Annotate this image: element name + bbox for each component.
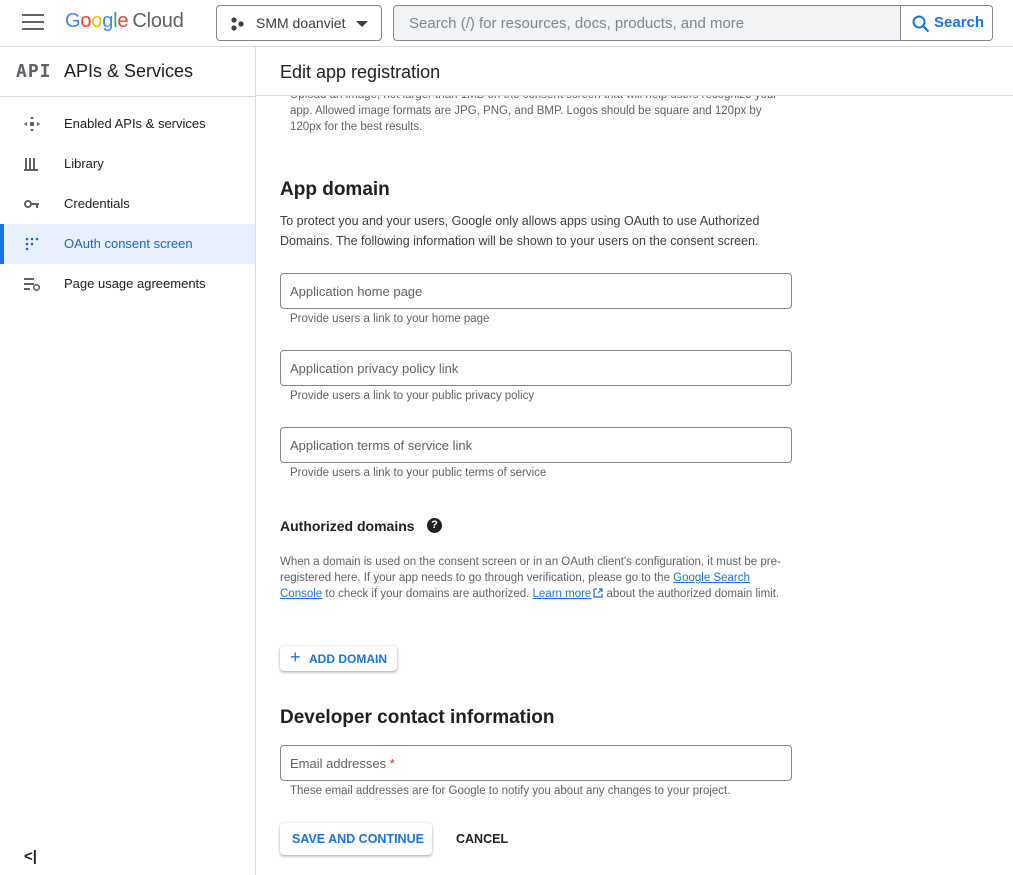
agreements-icon: [24, 276, 40, 292]
page-title: Edit app registration: [280, 62, 441, 82]
sidebar-item-label: Page usage agreements: [64, 276, 206, 291]
email-addresses-field[interactable]: [280, 745, 792, 781]
top-bar: [0, 0, 1013, 46]
add-domain-button[interactable]: [280, 646, 397, 671]
project-icon: [230, 17, 244, 31]
logo-cloud-text: Cloud: [132, 10, 184, 32]
description-text: about the authorized domain limit.: [603, 588, 780, 600]
required-mark: *: [389, 756, 395, 771]
menu-icon[interactable]: [22, 14, 44, 32]
sidebar-item-oauth-consent[interactable]: [0, 224, 255, 264]
home-page-input[interactable]: [281, 274, 791, 308]
divider: [0, 96, 255, 97]
home-page-hint: Provide users a link to your home page: [290, 313, 490, 325]
email-label-text: Email addresses: [290, 756, 387, 771]
home-page-field[interactable]: [280, 273, 792, 309]
terms-of-service-hint: Provide users a link to your public terms of service: [290, 467, 547, 479]
sidebar-item-label: Library: [64, 156, 104, 171]
privacy-policy-field[interactable]: [280, 350, 792, 386]
developer-contact-heading: Developer contact information: [280, 707, 555, 728]
cancel-label: CANCEL: [456, 832, 509, 846]
email-addresses-input[interactable]: [281, 746, 791, 780]
project-name: SMM doanviet: [256, 15, 346, 31]
save-and-continue-button[interactable]: [280, 823, 432, 855]
oauth-icon: [24, 236, 40, 252]
description-text: to check if your domains are authorized.: [322, 588, 533, 600]
enabled-apis-icon: [24, 116, 40, 132]
learn-more-link[interactable]: Learn more: [532, 588, 592, 600]
key-icon: [24, 196, 40, 212]
external-link-icon: [593, 588, 603, 598]
sidebar-item-enabled-apis[interactable]: [0, 104, 255, 144]
sidebar-item-page-usage[interactable]: [0, 264, 255, 304]
search-icon: [912, 15, 930, 33]
terms-of-service-field[interactable]: [280, 427, 792, 463]
cancel-button[interactable]: [446, 823, 516, 855]
sidebar-title: APIs & Services: [64, 61, 194, 81]
authorized-domains-heading: Authorized domains: [280, 518, 415, 534]
plus-icon: +: [290, 647, 301, 667]
page-header: [256, 46, 1013, 96]
save-and-continue-label: SAVE AND CONTINUE: [292, 832, 424, 846]
search-input[interactable]: [394, 6, 899, 40]
authorized-domains-description: [280, 554, 792, 602]
google-search-console-link[interactable]: Google Search Console: [280, 572, 750, 600]
app-domain-heading: App domain: [280, 179, 390, 200]
email-addresses-hint: These email addresses are for Google to notify you about any changes to your project.: [290, 785, 731, 797]
google-cloud-logo[interactable]: [65, 10, 184, 33]
help-icon[interactable]: ?: [427, 518, 442, 533]
sidebar-item-credentials[interactable]: [0, 184, 255, 224]
chevron-down-icon: [356, 21, 368, 27]
search-button-label: Search: [934, 14, 985, 31]
api-logo: API: [16, 61, 52, 82]
logo-upload-description: app. Allowed image formats are JPG, PNG, and BMP. Logos should be square and 120px by 120px for the best results.: [290, 105, 762, 133]
app-domain-description: To protect you and your users, Google only allows apps using OAuth to use Authorized Domains. The following information will be shown to your users on the consent screen.: [280, 214, 760, 248]
sidebar-item-library[interactable]: [0, 144, 255, 184]
search-button[interactable]: [900, 6, 993, 40]
sidebar-item-label: Credentials: [64, 196, 130, 211]
project-picker[interactable]: [216, 5, 382, 41]
terms-of-service-input[interactable]: [281, 428, 791, 462]
privacy-policy-input[interactable]: [281, 351, 791, 385]
sidebar-item-label: OAuth consent screen: [64, 236, 193, 251]
sidebar: [0, 46, 256, 875]
add-domain-label: ADD DOMAIN: [309, 652, 387, 666]
logo-google-text: Google: [65, 10, 129, 32]
library-icon: [24, 156, 40, 172]
sidebar-item-label: Enabled APIs & services: [64, 116, 206, 131]
collapse-sidebar-button[interactable]: <|: [24, 848, 37, 865]
search-bar: [393, 5, 993, 41]
privacy-policy-hint: Provide users a link to your public privacy policy: [290, 390, 535, 402]
description-text: When a domain is used on the consent screen or in an OAuth client's configuration, it must be pre-registered here. If your app needs to go through verification, please go to the: [280, 556, 781, 584]
